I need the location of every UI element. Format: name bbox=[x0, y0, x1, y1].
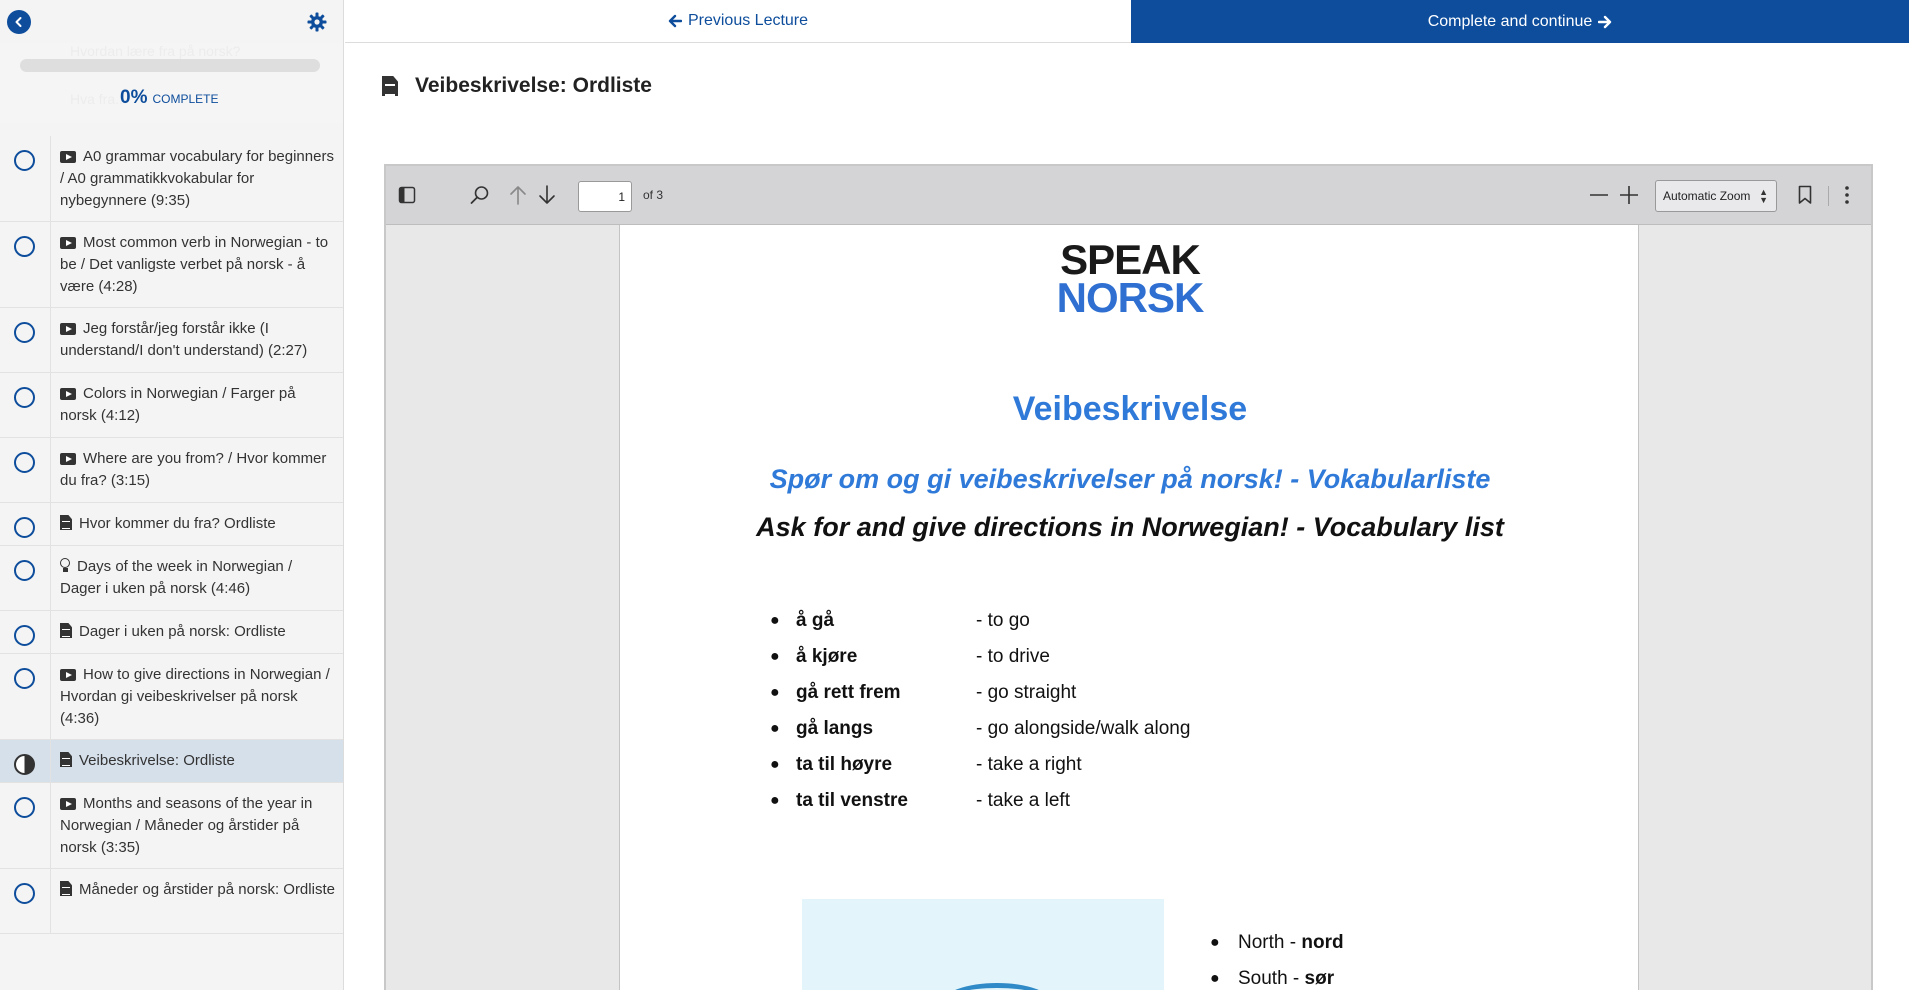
circle-icon bbox=[14, 236, 35, 257]
bookmark-icon bbox=[1798, 185, 1812, 205]
vocab-english: - go alongside/walk along bbox=[976, 718, 1191, 739]
circle-icon bbox=[14, 883, 35, 904]
document-heading: Veibeskrivelse bbox=[1012, 390, 1248, 428]
circle-icon bbox=[14, 452, 35, 473]
directions-illustration bbox=[802, 899, 1164, 990]
progress-label: COMPLETE bbox=[152, 92, 219, 106]
circle-icon bbox=[14, 322, 35, 343]
sidebar-toggle-icon bbox=[398, 186, 416, 204]
lecture-status bbox=[0, 654, 51, 739]
lecture-item-title: Months and seasons of the year in Norwegian / Måneder og årstider på norsk (3:35) bbox=[60, 795, 313, 856]
lecture-item-title: Veibeskrivelse: Ordliste bbox=[79, 752, 235, 769]
lecture-status bbox=[0, 222, 51, 307]
vocab-item bbox=[770, 747, 1190, 783]
search-icon bbox=[470, 185, 490, 205]
vocab-english: - to drive bbox=[976, 646, 1050, 667]
lecture-item-text bbox=[51, 783, 343, 868]
lecture-status bbox=[0, 136, 51, 221]
compass-english: South - bbox=[1238, 968, 1305, 989]
sidebar-lecture-item[interactable] bbox=[0, 222, 343, 308]
progress-bar bbox=[20, 59, 320, 72]
vocab-english: - take a left bbox=[976, 790, 1070, 811]
settings-button[interactable] bbox=[306, 11, 328, 33]
document-icon bbox=[60, 623, 72, 638]
lecture-item-text bbox=[51, 611, 343, 653]
sidebar-lecture-item[interactable] bbox=[0, 308, 343, 373]
document-subtitle-norwegian: Spør om og gi veibeskrivelser på norsk! - Vokabularliste bbox=[769, 464, 1491, 494]
vocab-english: - take a right bbox=[976, 754, 1082, 775]
vocab-norwegian: å gå bbox=[796, 610, 835, 631]
previous-lecture-label: Previous Lecture bbox=[687, 12, 809, 29]
vocab-norwegian: gå rett frem bbox=[796, 682, 901, 703]
compass-english: North - bbox=[1238, 932, 1302, 953]
document-icon bbox=[60, 881, 72, 896]
sidebar-lecture-item[interactable] bbox=[0, 611, 343, 654]
vocab-item bbox=[770, 639, 1190, 675]
lecture-status bbox=[0, 611, 51, 653]
lecture-item-title: Colors in Norwegian / Farger på norsk (4:12) bbox=[60, 385, 296, 424]
vocab-english: - to go bbox=[976, 610, 1030, 631]
circle-icon bbox=[14, 517, 35, 538]
lecture-item-text bbox=[51, 869, 343, 933]
half-circle-icon bbox=[14, 754, 35, 775]
bullet-icon: ● bbox=[770, 648, 780, 665]
complete-and-continue-button[interactable] bbox=[1131, 0, 1909, 43]
lecture-status bbox=[0, 308, 51, 372]
document-icon bbox=[60, 515, 72, 530]
video-icon bbox=[60, 323, 76, 335]
logo-line2: NORSK bbox=[1056, 274, 1204, 321]
lecture-item-text bbox=[51, 503, 343, 545]
toolbar-divider bbox=[1828, 186, 1829, 206]
vocabulary-list bbox=[770, 603, 1190, 819]
select-arrows-icon: ▲ ▼ bbox=[1759, 187, 1768, 205]
arrow-down-icon bbox=[538, 185, 556, 205]
lecture-item-title: Måneder og årstider på norsk: Ordliste bbox=[79, 881, 335, 898]
document-subtitle-english: Ask for and give directions in Norwegian! - Vocabulary list bbox=[756, 512, 1504, 542]
logo-line1: SPEAK bbox=[1060, 236, 1200, 283]
lecture-item-title: Jeg forstår/jeg forstår ikke (I understand/I don't understand) (2:27) bbox=[60, 320, 308, 359]
zoom-out-button[interactable] bbox=[1588, 184, 1610, 206]
vocab-norwegian: å kjøre bbox=[796, 646, 858, 667]
arrow-up-icon bbox=[509, 185, 527, 205]
compass-item bbox=[1210, 961, 1344, 990]
vocab-item bbox=[770, 711, 1190, 747]
zoom-in-button[interactable] bbox=[1618, 184, 1640, 206]
sidebar-lecture-item[interactable] bbox=[0, 373, 343, 438]
circle-icon bbox=[14, 150, 35, 171]
lecture-item-title: Most common verb in Norwegian - to be / Det vanligste verbet på norsk - å være (4:28) bbox=[60, 234, 329, 295]
lecture-item-text bbox=[51, 308, 343, 372]
previous-page-button[interactable] bbox=[507, 183, 529, 207]
find-button[interactable] bbox=[468, 183, 492, 207]
sidebar-lecture-item[interactable] bbox=[0, 740, 343, 783]
bullet-icon: ● bbox=[1210, 934, 1220, 951]
illustration-shape bbox=[942, 983, 1052, 990]
compass-item bbox=[1210, 925, 1344, 961]
zoom-select-value: Automatic Zoom bbox=[1663, 189, 1751, 203]
lecture-item-text bbox=[51, 654, 343, 739]
page-count: of 3 bbox=[643, 188, 664, 202]
gear-icon bbox=[307, 12, 327, 32]
vocab-item bbox=[770, 675, 1190, 711]
video-icon bbox=[60, 151, 76, 163]
bullet-icon: ● bbox=[1210, 970, 1220, 987]
circle-icon bbox=[14, 797, 35, 818]
compass-norwegian: nord bbox=[1301, 932, 1344, 953]
bullet-icon: ● bbox=[770, 684, 780, 701]
arrow-right-icon bbox=[1598, 15, 1612, 29]
lecture-item-title: A0 grammar vocabulary for beginners / A0 grammatikkvokabular for nybegynnere (9:35) bbox=[60, 148, 334, 209]
sidebar-lecture-item[interactable] bbox=[0, 654, 343, 740]
minus-icon bbox=[1589, 185, 1609, 205]
sidebar-lecture-item[interactable] bbox=[0, 869, 343, 934]
video-icon bbox=[60, 453, 76, 465]
lecture-item-title: Days of the week in Norwegian / Dager i uken på norsk (4:46) bbox=[60, 558, 293, 597]
circle-icon bbox=[14, 560, 35, 581]
bullet-icon: ● bbox=[770, 612, 780, 629]
vocab-norwegian: ta til høyre bbox=[796, 754, 893, 775]
lecture-item-text bbox=[51, 438, 343, 502]
lecture-title: Veibeskrivelse: Ordliste bbox=[415, 74, 652, 97]
lecture-status bbox=[0, 869, 51, 933]
lecture-item-text bbox=[51, 740, 343, 782]
next-page-button[interactable] bbox=[536, 183, 558, 207]
lecture-status bbox=[0, 740, 51, 782]
more-vertical-icon bbox=[1844, 185, 1850, 205]
lecture-list bbox=[0, 136, 343, 934]
vocab-english: - go straight bbox=[976, 682, 1077, 703]
plus-icon bbox=[1619, 185, 1639, 205]
complete-and-continue-label: Complete and continue bbox=[1427, 12, 1593, 30]
chevron-left-icon bbox=[13, 16, 25, 28]
previous-lecture-button[interactable] bbox=[345, 0, 1131, 43]
lecture-item-title: Where are you from? / Hvor kommer du fra? (3:15) bbox=[60, 450, 327, 489]
lecture-status bbox=[0, 503, 51, 545]
video-icon bbox=[60, 237, 76, 249]
page-number-input[interactable] bbox=[578, 181, 632, 212]
bullet-icon: ● bbox=[770, 720, 780, 737]
back-button[interactable] bbox=[7, 10, 31, 34]
lecture-status bbox=[0, 373, 51, 437]
vocab-item bbox=[770, 603, 1190, 639]
toggle-sidebar-button[interactable] bbox=[396, 184, 418, 206]
lecture-item-text bbox=[51, 222, 343, 307]
lecture-status bbox=[0, 438, 51, 502]
compass-norwegian: sør bbox=[1304, 968, 1335, 989]
sidebar-lecture-item[interactable] bbox=[0, 136, 343, 222]
video-icon bbox=[60, 388, 76, 400]
lecture-status bbox=[0, 546, 51, 610]
circle-icon bbox=[14, 668, 35, 689]
lecture-status bbox=[0, 783, 51, 868]
vocab-norwegian: ta til venstre bbox=[796, 790, 908, 811]
sidebar-header bbox=[0, 0, 343, 43]
vocab-item bbox=[770, 783, 1190, 819]
pdf-page bbox=[619, 225, 1639, 990]
lecture-item-text bbox=[51, 546, 343, 610]
course-progress bbox=[0, 43, 343, 123]
sidebar-lecture-item[interactable] bbox=[0, 438, 343, 503]
lecture-item-text bbox=[51, 373, 343, 437]
progress-text bbox=[120, 87, 218, 109]
sidebar-lecture-item[interactable] bbox=[0, 503, 343, 546]
more-tools-button[interactable] bbox=[1839, 183, 1855, 207]
vocab-norwegian: gå langs bbox=[796, 718, 874, 739]
pdf-viewer bbox=[384, 164, 1873, 990]
pdf-toolbar bbox=[386, 166, 1871, 225]
lecture-item-title: Hvor kommer du fra? Ordliste bbox=[79, 515, 276, 532]
lecture-item-title: Dager i uken på norsk: Ordliste bbox=[79, 623, 286, 640]
lightbulb-icon bbox=[60, 558, 70, 573]
sidebar-lecture-item[interactable] bbox=[0, 783, 343, 869]
bullet-icon: ● bbox=[770, 756, 780, 773]
document-icon bbox=[60, 752, 72, 767]
video-icon bbox=[60, 798, 76, 810]
circle-icon bbox=[14, 625, 35, 646]
compass-list bbox=[1210, 925, 1344, 990]
video-icon bbox=[60, 669, 76, 681]
document-icon bbox=[382, 76, 398, 96]
bullet-icon: ● bbox=[770, 792, 780, 809]
lecture-heading bbox=[382, 74, 652, 98]
lecture-item-text bbox=[51, 136, 343, 221]
circle-icon bbox=[14, 387, 35, 408]
bookmark-button[interactable] bbox=[1795, 183, 1815, 207]
zoom-select[interactable] bbox=[1655, 180, 1777, 212]
progress-percent: 0% bbox=[120, 87, 148, 108]
lecture-item-title: How to give directions in Norwegian / Hvordan gi veibeskrivelser på norsk (4:36) bbox=[60, 666, 330, 727]
sidebar-lecture-item[interactable] bbox=[0, 546, 343, 611]
arrow-left-icon bbox=[668, 14, 682, 28]
speak-norsk-logo bbox=[620, 236, 1640, 321]
course-sidebar bbox=[0, 0, 344, 990]
